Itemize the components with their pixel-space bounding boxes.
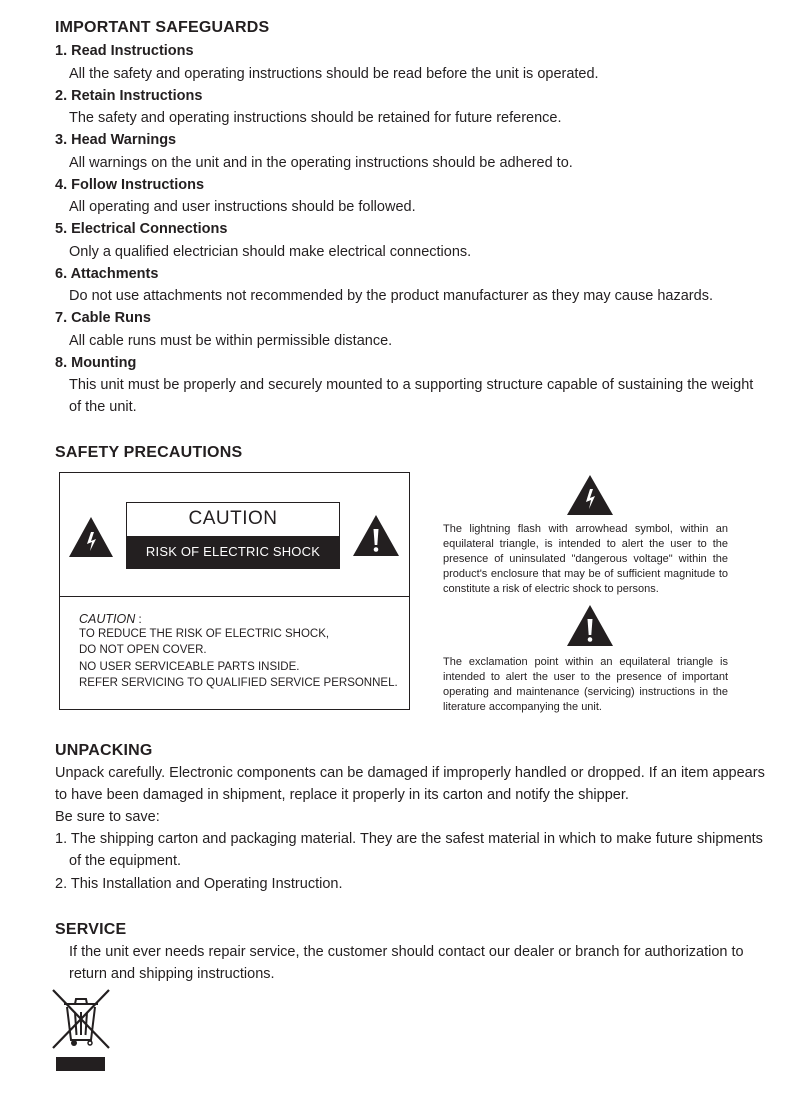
lightning-warning-icon — [566, 474, 614, 516]
crossed-out-wheelie-bin-icon — [50, 988, 112, 1074]
unpacking-line: to have been damaged in shipment, replace it properly in its carton and notify the shipper. — [55, 787, 629, 803]
unpacking-line: 2. This Installation and Operating Instruction. — [55, 876, 343, 892]
lightning-symbol-explanation: The lightning flash with arrowhead symbol, within an equilateral triangle, is intended to alert the user to the presence of uninsulated "dangerous voltage" within the product's enclosure that may be of sufficient magnitude to constitute a risk of electric shock to persons. — [443, 523, 728, 595]
service-line: If the unit ever needs repair service, the customer should contact our dealer or branch for authorization to — [69, 944, 744, 960]
unpacking-line: of the equipment. — [69, 853, 182, 869]
safeguard-body: Only a qualified electrician should make electrical connections. — [69, 244, 472, 260]
safeguard-title: 5. Electrical Connections — [55, 221, 228, 237]
safeguard-title: 7. Cable Runs — [55, 310, 151, 326]
caution-note-line: DO NOT OPEN COVER. — [79, 644, 207, 656]
caution-note-colon: : — [138, 614, 142, 626]
safeguard-title: 1. Read Instructions — [55, 43, 194, 59]
caution-note-label: CAUTION — [79, 612, 136, 626]
risk-of-shock-bar: RISK OF ELECTRIC SHOCK — [127, 536, 339, 568]
unpacking-line: Unpack carefully. Electronic components can be damaged if improperly handled or dropped. If an item appears — [55, 765, 765, 781]
caution-panel-divider — [59, 596, 410, 597]
safeguard-title: 6. Attachments — [55, 266, 159, 282]
service-line: return and shipping instructions. — [69, 966, 275, 982]
unpacking-line: Be sure to save: — [55, 809, 160, 825]
exclamation-warning-icon — [566, 604, 614, 647]
safeguard-body: This unit must be properly and securely mounted to a supporting structure capable of sustaining the weight — [69, 377, 754, 393]
lightning-warning-icon — [68, 516, 114, 558]
safeguard-body: All warnings on the unit and in the operating instructions should be adhered to. — [69, 155, 573, 171]
safeguard-body: All cable runs must be within permissible distance. — [69, 333, 393, 349]
exclamation-symbol-explanation: The exclamation point within an equilateral triangle is intended to alert the user to the presence of important operating and maintenance (servicing) instructions in the literature accompanying the unit. — [443, 656, 728, 713]
safeguard-title: 3. Head Warnings — [55, 132, 177, 148]
safeguard-body: The safety and operating instructions should be retained for future reference. — [69, 110, 562, 126]
service-heading: SERVICE — [55, 921, 127, 938]
safeguard-body: Do not use attachments not recommended by the product manufacturer as they may cause hazards. — [69, 288, 713, 304]
exclamation-warning-icon — [352, 514, 400, 557]
caution-note-heading — [79, 612, 142, 626]
safeguards-heading: IMPORTANT SAFEGUARDS — [55, 19, 270, 36]
caution-note-line: TO REDUCE THE RISK OF ELECTRIC SHOCK, — [79, 628, 330, 640]
safeguard-title: 2. Retain Instructions — [55, 88, 203, 104]
precautions-heading: SAFETY PRECAUTIONS — [55, 444, 243, 461]
caution-note-line: REFER SERVICING TO QUALIFIED SERVICE PERSONNEL. — [79, 677, 398, 689]
safeguard-title: 8. Mounting — [55, 355, 137, 371]
caution-note-line: NO USER SERVICEABLE PARTS INSIDE. — [79, 661, 300, 673]
safeguard-body-continued: of the unit. — [69, 399, 137, 415]
unpacking-line: 1. The shipping carton and packaging material. They are the safest material in which to make future shipments — [55, 831, 763, 847]
caution-title: CAUTION — [188, 508, 278, 529]
unpacking-heading: UNPACKING — [55, 742, 153, 759]
safeguard-body: All operating and user instructions should be followed. — [69, 199, 416, 215]
safeguard-title: 4. Follow Instructions — [55, 177, 205, 193]
safeguard-body: All the safety and operating instructions should be read before the unit is operated. — [69, 66, 599, 82]
